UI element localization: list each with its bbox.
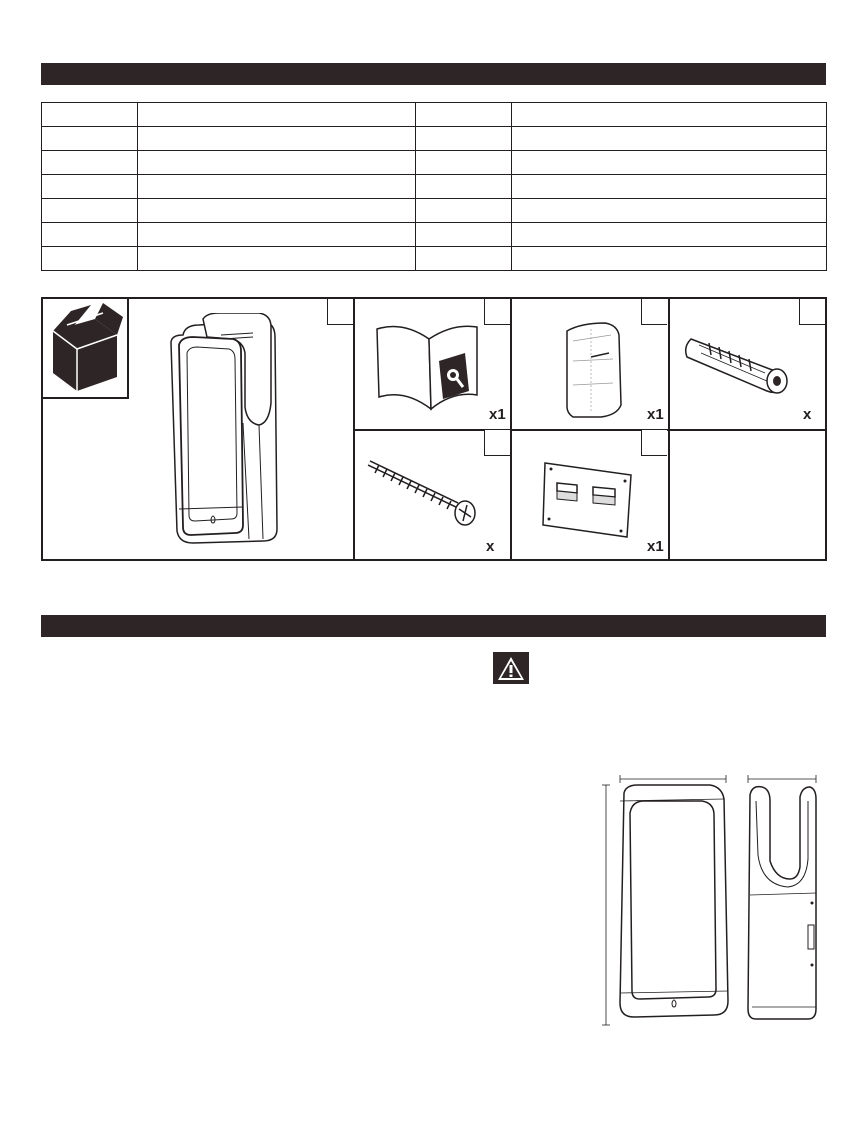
table-row bbox=[42, 247, 827, 271]
quantity-label: x bbox=[486, 538, 495, 555]
table-row bbox=[42, 199, 827, 223]
quantity-label: x1 bbox=[647, 406, 664, 423]
manual-icon bbox=[373, 317, 483, 417]
quantity-label: x1 bbox=[489, 406, 506, 423]
template-sheet-icon bbox=[561, 321, 631, 426]
table-row bbox=[42, 175, 827, 199]
table-row bbox=[42, 151, 827, 175]
section-header-specifications bbox=[41, 63, 826, 85]
wall-anchor-icon bbox=[683, 323, 803, 408]
mounting-bracket-icon bbox=[539, 459, 639, 544]
quantity-label: x1 bbox=[647, 538, 664, 555]
specification-table bbox=[41, 102, 827, 271]
table-row bbox=[42, 223, 827, 247]
dimension-drawings bbox=[600, 775, 830, 1035]
open-box-icon bbox=[43, 299, 129, 399]
table-row bbox=[42, 127, 827, 151]
table-row bbox=[42, 103, 827, 127]
hand-dryer-icon bbox=[163, 313, 283, 554]
warning-triangle-icon bbox=[493, 652, 529, 689]
quantity-label: x bbox=[803, 406, 812, 423]
parts-contents-grid bbox=[41, 297, 827, 561]
section-header-installation bbox=[41, 615, 826, 637]
screw-icon bbox=[365, 459, 485, 534]
